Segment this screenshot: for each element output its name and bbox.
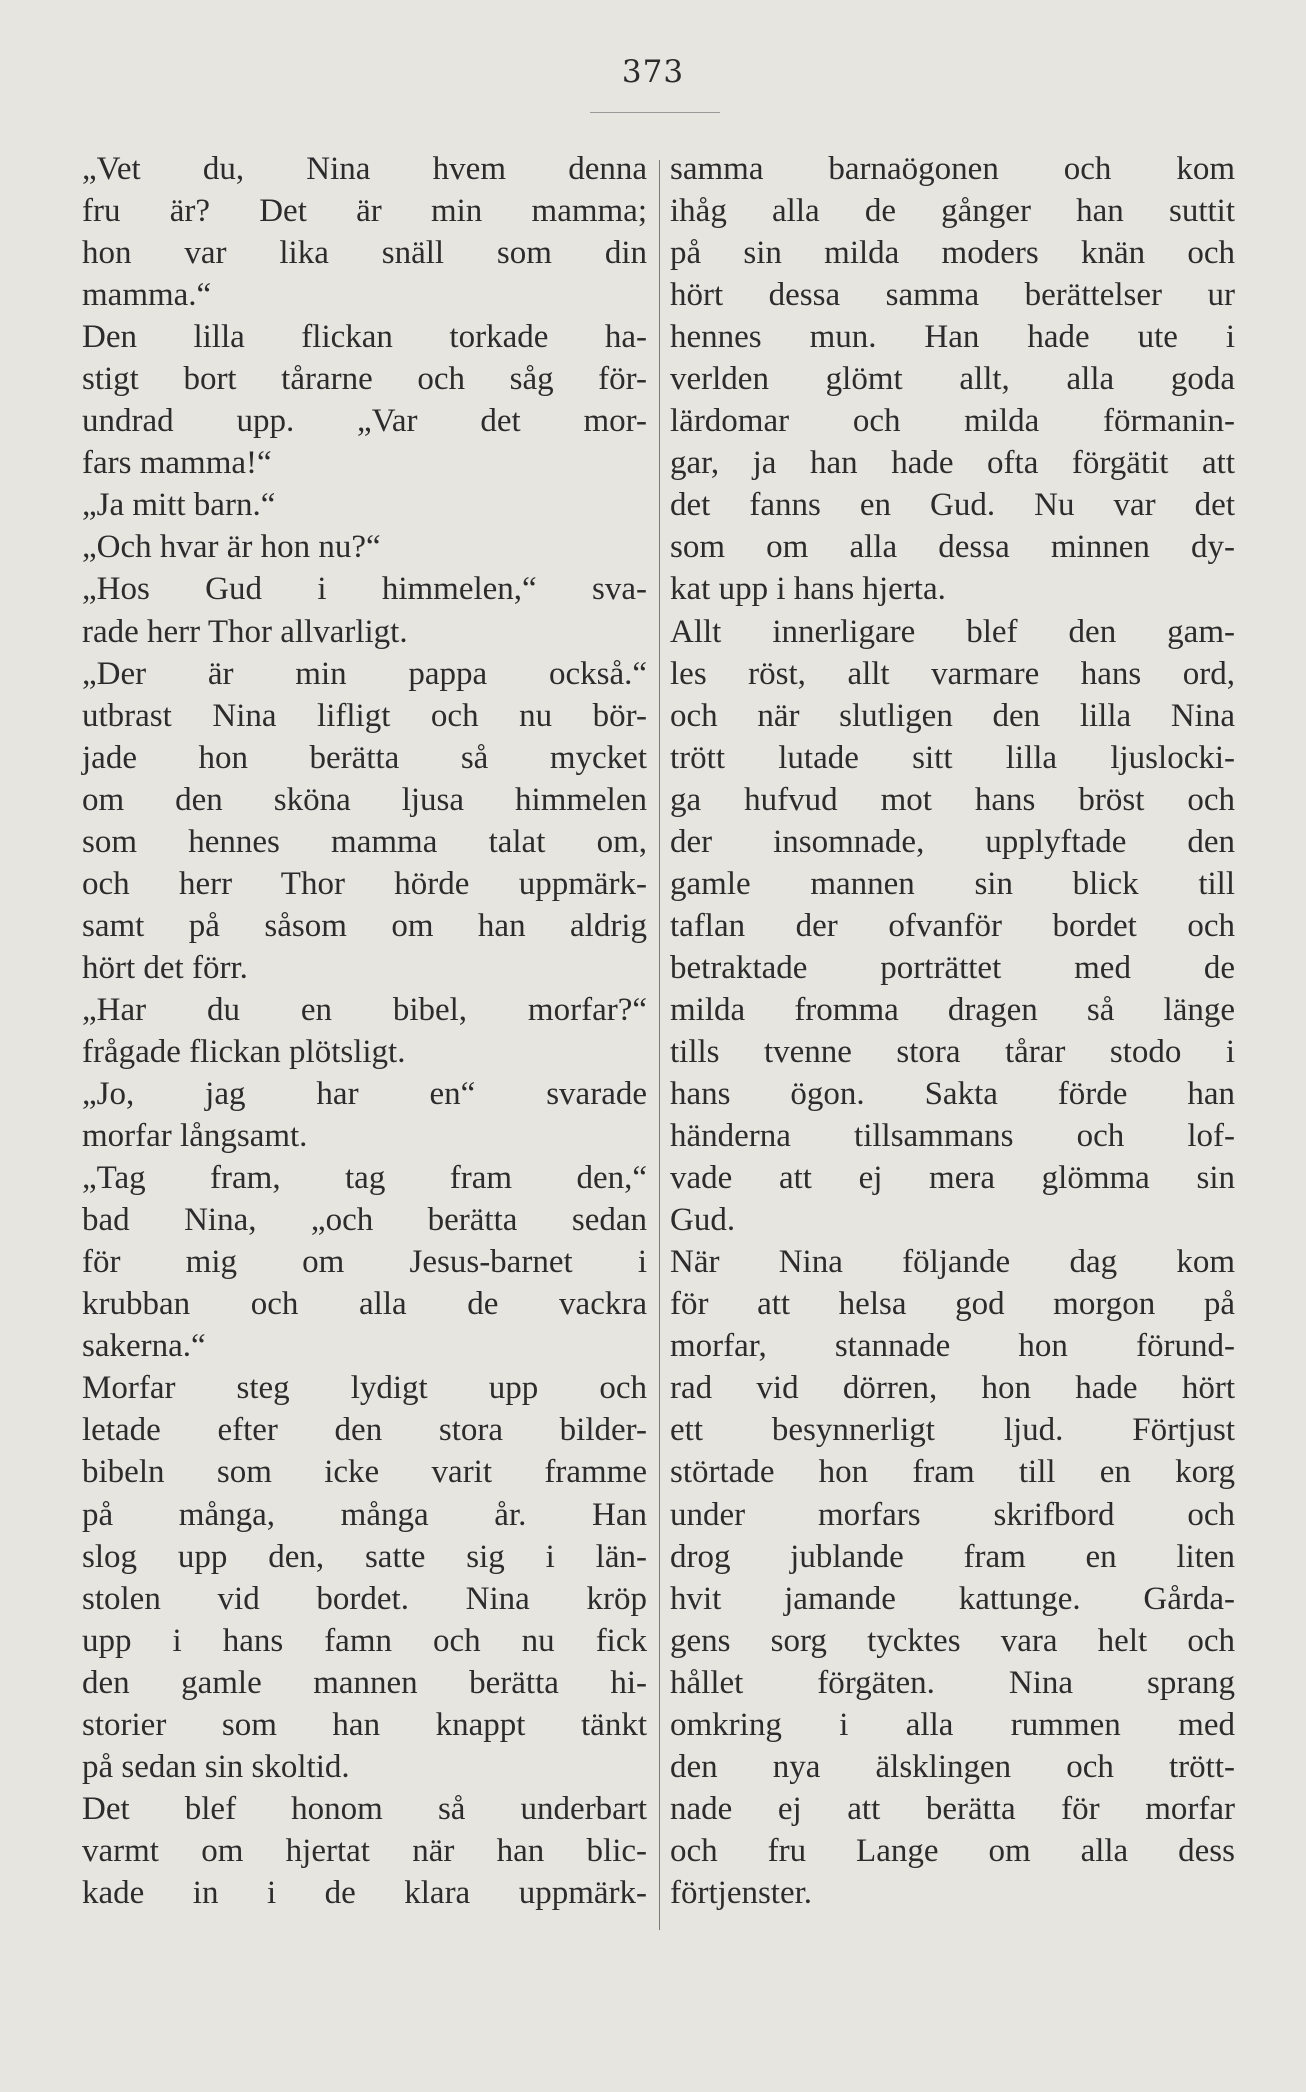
header-rule: [590, 112, 720, 113]
text-line: händerna tillsammans och lof-: [670, 1118, 1235, 1155]
text-line: störtade hon fram till en korg: [670, 1454, 1235, 1491]
text-line: undrad upp. „Var det mor-: [82, 403, 647, 440]
text-line: Den lilla flickan torkade ha-: [82, 319, 647, 356]
text-line: under morfars skrifbord och: [670, 1496, 1235, 1533]
text-line: gamle mannen sin blick till: [670, 865, 1235, 902]
text-line: stigt bort tårarne och såg för-: [82, 361, 647, 398]
text-line: rad vid dörren, hon hade hört: [670, 1370, 1235, 1407]
text-line: hållet förgäten. Nina sprang: [670, 1664, 1235, 1701]
text-line: upp i hans famn och nu fick: [82, 1622, 647, 1659]
text-line: der insomnade, upplyftade den: [670, 823, 1235, 860]
text-line: taflan der ofvanför bordet och: [670, 907, 1235, 944]
text-line: som om alla dessa minnen dy-: [670, 529, 1235, 566]
text-line: bibeln som icke varit framme: [82, 1454, 647, 1491]
text-line: hon var lika snäll som din: [82, 235, 647, 272]
text-line: milda fromma dragen så länge: [670, 991, 1235, 1028]
text-line: och fru Lange om alla dess: [670, 1832, 1235, 1869]
text-line: sakerna.“: [82, 1328, 206, 1365]
text-line: „Hos Gud i himmelen,“ sva-: [82, 571, 647, 608]
text-line: drog jublande fram en liten: [670, 1538, 1235, 1575]
text-line: les röst, allt varmare hans ord,: [670, 655, 1235, 692]
text-line: verlden glömt allt, alla goda: [670, 361, 1235, 398]
text-line: på sin milda moders knän och: [670, 235, 1235, 272]
column-divider: [659, 160, 660, 1930]
text-line: den gamle mannen berätta hi-: [82, 1664, 647, 1701]
text-line: hans ögon. Sakta förde han: [670, 1076, 1235, 1113]
text-line: kat upp i hans hjerta.: [670, 571, 946, 608]
text-line: stolen vid bordet. Nina kröp: [82, 1580, 647, 1617]
text-line: ga hufvud mot hans bröst och: [670, 781, 1235, 818]
text-line: morfar, stannade hon förund-: [670, 1328, 1235, 1365]
text-line: „Ja mitt barn.“: [82, 487, 276, 524]
text-line: Det blef honom så underbart: [82, 1790, 647, 1827]
text-line: „Vet du, Nina hvem denna: [82, 151, 647, 187]
text-line: „Der är min pappa också.“: [82, 655, 647, 692]
text-line: den nya älsklingen och trött-: [670, 1748, 1235, 1785]
text-line: lärdomar och milda förmanin-: [670, 403, 1235, 440]
text-line: trött lutade sitt lilla ljuslocki-: [670, 739, 1235, 776]
text-line: och när slutligen den lilla Nina: [670, 697, 1235, 734]
text-line: gar, ja han hade ofta förgätit att: [670, 445, 1235, 482]
text-line: samma barnaögonen och kom: [670, 151, 1235, 187]
text-line: storier som han knappt tänkt: [82, 1706, 647, 1743]
text-line: hört det förr.: [82, 949, 248, 986]
text-line: på många, många år. Han: [82, 1496, 647, 1533]
text-line: tills tvenne stora tårar stodo i: [670, 1033, 1235, 1070]
right-text-column: [670, 148, 1235, 1914]
text-line: „Jo, jag har en“ svarade: [82, 1076, 647, 1113]
text-line: morfar långsamt.: [82, 1118, 308, 1155]
text-line: rade herr Thor allvarligt.: [82, 613, 408, 650]
text-line: omkring i alla rummen med: [670, 1706, 1235, 1743]
text-line: om den sköna ljusa himmelen: [82, 781, 647, 818]
text-line: betraktade porträttet med de: [670, 949, 1235, 986]
text-line: fars mamma!“: [82, 445, 272, 482]
left-text-column: [82, 148, 647, 1914]
text-line: för mig om Jesus-barnet i: [82, 1244, 647, 1281]
text-line: Gud.: [670, 1202, 736, 1239]
text-line: gens sorg tycktes vara helt och: [670, 1622, 1235, 1659]
text-line: fru är? Det är min mamma;: [82, 193, 647, 230]
text-line: det fanns en Gud. Nu var det: [670, 487, 1235, 524]
text-line: slog upp den, satte sig i län-: [82, 1538, 647, 1575]
text-line: nade ej att berätta för morfar: [670, 1790, 1235, 1827]
text-line: kade in i de klara uppmärk-: [82, 1874, 647, 1911]
text-line: jade hon berätta så mycket: [82, 739, 647, 776]
text-line: för att helsa god morgon på: [670, 1286, 1235, 1323]
text-line: Allt innerligare blef den gam-: [670, 613, 1235, 650]
text-line: letade efter den stora bilder-: [82, 1412, 647, 1449]
text-line: hennes mun. Han hade ute i: [670, 319, 1235, 356]
text-line: mamma.“: [82, 277, 212, 314]
text-line: samt på såsom om han aldrig: [82, 907, 647, 944]
text-line: på sedan sin skoltid.: [82, 1748, 350, 1785]
text-line: ett besynnerligt ljud. Förtjust: [670, 1412, 1235, 1449]
text-line: bad Nina, „och berätta sedan: [82, 1202, 647, 1239]
text-line: frågade flickan plötsligt.: [82, 1033, 406, 1070]
text-line: vade att ej mera glömma sin: [670, 1160, 1235, 1197]
text-line: varmt om hjertat när han blic-: [82, 1832, 647, 1869]
text-line: krubban och alla de vackra: [82, 1286, 647, 1323]
text-line: „Och hvar är hon nu?“: [82, 529, 381, 566]
text-line: ihåg alla de gånger han suttit: [670, 193, 1235, 230]
page-number: 373: [621, 54, 685, 90]
text-line: „Har du en bibel, morfar?“: [82, 991, 647, 1028]
text-line: som hennes mamma talat om,: [82, 823, 647, 860]
text-line: „Tag fram, tag fram den,“: [82, 1160, 647, 1197]
text-line: och herr Thor hörde uppmärk-: [82, 865, 647, 902]
text-line: utbrast Nina lifligt och nu bör-: [82, 697, 647, 734]
text-line: hört dessa samma berättelser ur: [670, 277, 1235, 314]
text-line: hvit jamande kattunge. Gårda-: [670, 1580, 1235, 1617]
text-line: Morfar steg lydigt upp och: [82, 1370, 647, 1407]
text-line: förtjenster.: [670, 1874, 813, 1911]
text-line: När Nina följande dag kom: [670, 1244, 1235, 1281]
